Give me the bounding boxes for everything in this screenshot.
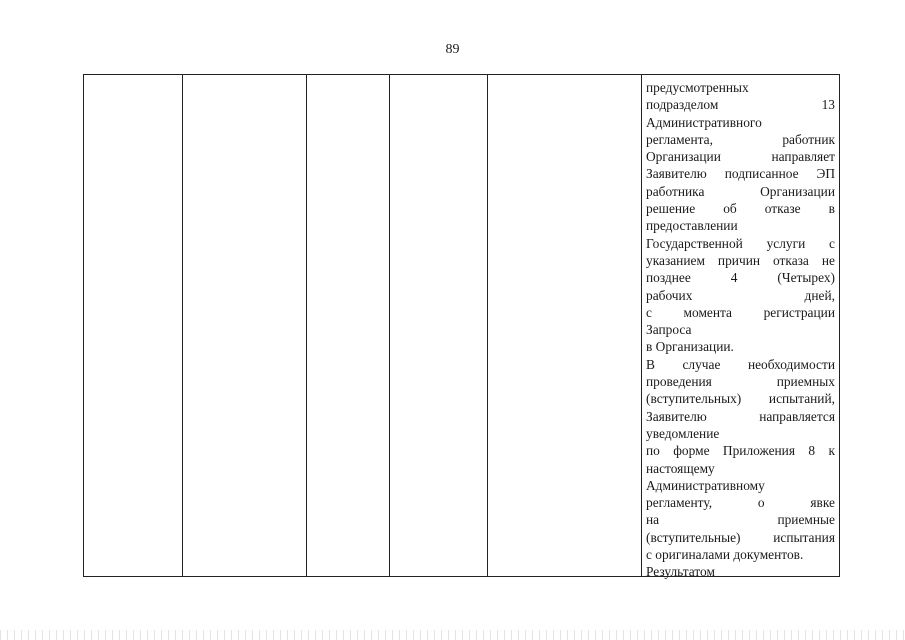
- cell-text-line: регламенту, о явке: [646, 495, 835, 511]
- column-divider: [389, 75, 390, 576]
- column-divider: [306, 75, 307, 576]
- cell-text-line: регламента, работник: [646, 131, 835, 147]
- cell-text-line: в Организации.: [646, 339, 734, 355]
- cell-text-line: с момента регистрации: [646, 304, 835, 320]
- column-divider: [182, 75, 183, 576]
- scan-artifact-strip: [0, 630, 905, 640]
- cell-text-line: Запроса: [646, 322, 692, 338]
- column-divider: [487, 75, 488, 576]
- cell-text-line: Административному: [646, 477, 765, 493]
- cell-text-line: (вступительные) испытания: [646, 529, 835, 545]
- cell-text-line: уведомление: [646, 425, 720, 441]
- cell-text-line: по форме Приложения 8 к: [646, 443, 835, 459]
- cell-text-line: настоящему: [646, 460, 715, 476]
- cell-text-line: подразделом 13: [646, 97, 835, 113]
- cell-text-line: Заявителю направляется: [646, 408, 835, 424]
- cell-text-line: проведения приемных: [646, 374, 835, 390]
- cell-text-line: указанием причин отказа не: [646, 252, 835, 268]
- procedure-description-cell: [646, 79, 835, 581]
- cell-text-line: Организации направляет: [646, 149, 835, 165]
- cell-text-line: Результатом: [646, 564, 715, 580]
- cell-text-line: Административного: [646, 114, 762, 130]
- cell-text-line: Государственной услуги с: [646, 235, 835, 251]
- page-number: 89: [445, 42, 460, 57]
- column-divider: [641, 75, 642, 576]
- cell-text-line: работника Организации: [646, 183, 835, 199]
- cell-text-line: (вступительных) испытаний,: [646, 391, 835, 407]
- cell-text-line: на приемные: [646, 512, 835, 528]
- cell-text-line: Заявителю подписанное ЭП: [646, 166, 835, 182]
- cell-text-line: рабочих дней,: [646, 287, 835, 303]
- document-table: [83, 74, 840, 580]
- cell-text-line: позднее 4 (Четырех): [646, 270, 835, 286]
- cell-text-line: предусмотренных: [646, 80, 749, 95]
- cell-text-line: В случае необходимости: [646, 356, 835, 372]
- cell-text-line: решение об отказе в: [646, 201, 835, 217]
- cell-text-line: с оригиналами документов.: [646, 547, 804, 563]
- cell-text-line: предоставлении: [646, 218, 738, 234]
